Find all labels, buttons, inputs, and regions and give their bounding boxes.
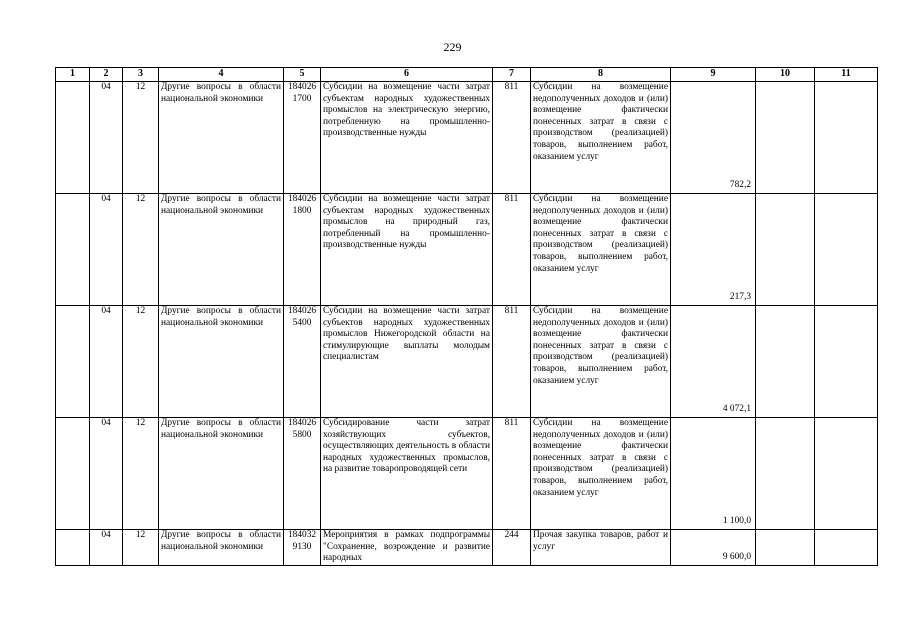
table-row [56,82,878,194]
cell-section-name: Другие вопросы в области национальной экономики [159,418,284,530]
amount-value: 1 100,0 [722,516,751,527]
cell-expense-name: Субсидии на возмещение недополученных доходов и (или) возмещение фактически понесенных затрат в связи с производством (реализацией) товаров, выполнением работ, оказанием услуг [531,82,671,194]
col-header: 2 [90,68,123,82]
cell-target-name: Субсидии на возмещение части затрат субъектам народных художественных промыслов на электрическую энергию, потребленную на промышленно-производственные нужды [321,82,493,194]
cell-expense-code: 244 [493,530,531,566]
cell-target-code: 184026 5400 [284,306,321,418]
cell-col10 [756,418,815,530]
cell-target-name: Субсидирование части затрат хозяйствующих субъектов, осуществляющих деятельность в области народных художественных промыслов, на развитие товаропроводящей сети [321,418,493,530]
cell-target-name: Субсидии на возмещение части затрат субъектам народных художественных промыслов на природный газ, потребленный на промышленно-производственные нужды [321,194,493,306]
col-header: 9 [671,68,756,82]
cell-subsection: 12 [123,530,159,566]
table-row [56,530,878,566]
cell-expense-name: Прочая закупка товаров, работ и услуг [531,530,671,566]
cell-amount [671,306,756,418]
cell-expense-code: 811 [493,82,531,194]
amount-value: 9 600,0 [722,552,751,563]
page-number: 229 [443,40,462,54]
cell-col11 [815,418,878,530]
cell-section: 04 [90,418,123,530]
cell-section-name: Другие вопросы в области национальной экономики [159,194,284,306]
cell-expense-code: 811 [493,418,531,530]
cell-expense-name: Субсидии на возмещение недополученных доходов и (или) возмещение фактически понесенных затрат в связи с производством (реализацией) товаров, выполнением работ, оказанием услуг [531,418,671,530]
cell-target-name: Субсидии на возмещение части затрат субъектов народных художественных промыслов Нижегородской области на стимулирующие выплаты молодым специалистам [321,306,493,418]
cell-col10 [756,82,815,194]
cell-section-name: Другие вопросы в области национальной экономики [159,82,284,194]
cell-target-code: 184026 5800 [284,418,321,530]
cell-col1 [56,194,90,306]
table-row [56,194,878,306]
cell-target-name: Мероприятия в рамках подпрограммы "Сохранение, возрождение и развитие народных [321,530,493,566]
cell-expense-name: Субсидии на возмещение недополученных доходов и (или) возмещение фактически понесенных затрат в связи с производством (реализацией) товаров, выполнением работ, оказанием услуг [531,194,671,306]
cell-subsection: 12 [123,82,159,194]
amount-value: 4 072,1 [722,404,751,415]
cell-section: 04 [90,530,123,566]
cell-section: 04 [90,306,123,418]
budget-table [55,67,878,566]
col-header: 7 [493,68,531,82]
table-row [56,306,878,418]
cell-col11 [815,82,878,194]
cell-subsection: 12 [123,418,159,530]
cell-section: 04 [90,194,123,306]
col-header: 10 [756,68,815,82]
cell-amount [671,194,756,306]
col-header: 6 [321,68,493,82]
col-header: 3 [123,68,159,82]
cell-subsection: 12 [123,306,159,418]
col-header: 4 [159,68,284,82]
col-header: 8 [531,68,671,82]
cell-col11 [815,530,878,566]
cell-target-code: 184032 9130 [284,530,321,566]
cell-col1 [56,82,90,194]
cell-col11 [815,194,878,306]
col-header: 11 [815,68,878,82]
col-header: 1 [56,68,90,82]
col-header: 5 [284,68,321,82]
cell-target-code: 184026 1800 [284,194,321,306]
cell-expense-code: 811 [493,194,531,306]
cell-subsection: 12 [123,194,159,306]
cell-amount [671,418,756,530]
cell-target-code: 184026 1700 [284,82,321,194]
amount-value: 782,2 [729,180,751,191]
table-row [56,418,878,530]
cell-col1 [56,306,90,418]
cell-col10 [756,530,815,566]
cell-col10 [756,194,815,306]
cell-section: 04 [90,82,123,194]
cell-amount [671,82,756,194]
cell-col1 [56,530,90,566]
cell-expense-name: Субсидии на возмещение недополученных доходов и (или) возмещение фактически понесенных затрат в связи с производством (реализацией) товаров, выполнением работ, оказанием услуг [531,306,671,418]
cell-amount [671,530,756,566]
cell-expense-code: 811 [493,306,531,418]
amount-value: 217,3 [729,292,751,303]
header-row [56,68,878,82]
cell-col11 [815,306,878,418]
cell-col1 [56,418,90,530]
cell-section-name: Другие вопросы в области национальной экономики [159,306,284,418]
cell-section-name: Другие вопросы в области национальной экономики [159,530,284,566]
cell-col10 [756,306,815,418]
